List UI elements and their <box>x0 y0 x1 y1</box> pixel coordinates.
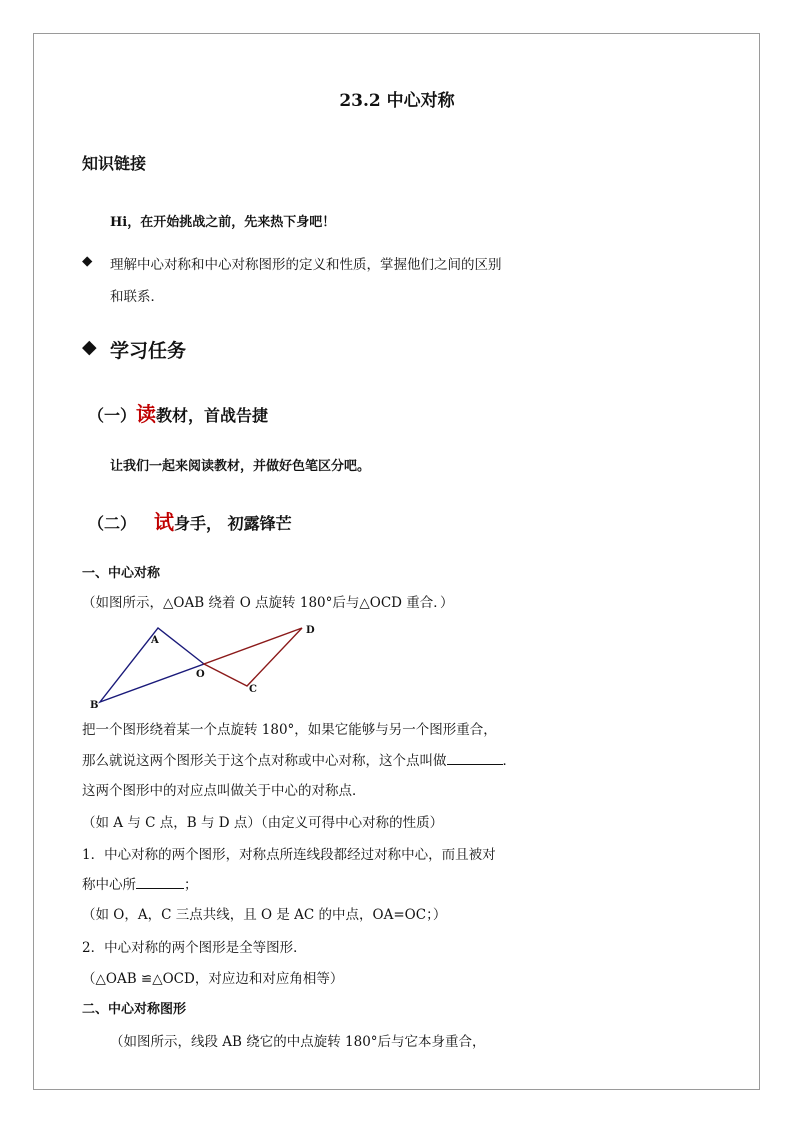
definition-line-2-text: 那么就说这两个图形关于这个点对称或中心对称，这个点叫做 <box>82 753 447 769</box>
part2-heading <box>88 506 292 535</box>
label-o: O <box>196 669 205 680</box>
part2-prefix: （二） <box>88 514 137 533</box>
knowledge-heading: 知识链接 <box>82 154 147 173</box>
property-2: 2．中心对称的两个图形是全等图形． <box>82 940 307 956</box>
property-1-line-2-end: ； <box>184 877 198 893</box>
part2-rest: 身手， 初露锋芒 <box>174 514 292 533</box>
figure-caption: （如图所示，△OAB 绕着 O 点旋转 180°后与△OCD 重合．） <box>82 595 454 611</box>
tasks-diamond-icon: ◆ <box>82 336 97 358</box>
bisect-blank[interactable] <box>136 874 184 889</box>
property-1-line-2 <box>82 873 198 893</box>
section1-heading: 一、中心对称 <box>82 566 161 581</box>
diamond-bullet-icon: ◆ <box>82 253 93 269</box>
part1-heading <box>88 398 268 427</box>
label-b: B <box>90 700 99 711</box>
part2-red-char: 试 <box>154 510 175 534</box>
part1-rest: 教材，首战告捷 <box>156 406 269 425</box>
property-1-line-2-text: 称中心所 <box>82 877 136 893</box>
label-c: C <box>249 684 257 695</box>
triangle-ocd <box>204 628 302 686</box>
section2-caption: （如图所示，线段 AB 绕它的中点旋转 180°后与它本身重合， <box>110 1034 486 1050</box>
example-3: （△OAB ≌△OCD，对应边和对应角相等） <box>82 971 344 987</box>
objective-line-2: 和联系． <box>110 289 164 305</box>
greeting-text: Hi，在开始挑战之前，先来热下身吧！ <box>110 215 336 230</box>
part1-prefix: （一） <box>88 406 137 425</box>
definition-line-3: 这两个图形中的对应点叫做关于中心的对称点． <box>82 783 366 799</box>
page-title: 23.2 中心对称 <box>339 91 455 111</box>
definition-line-1: 把一个图形绕着某一个点旋转 180°，如果它能够与另一个图形重合， <box>82 722 497 738</box>
definition-line-2 <box>82 749 516 769</box>
triangle-figure <box>80 618 330 718</box>
example-2: （如 O，A，C 三点共线，且 O 是 AC 的中点，OA=OC；） <box>82 907 447 923</box>
objective-line-1: 理解中心对称和中心对称图形的定义和性质，掌握他们之间的区别 <box>110 257 502 273</box>
part1-text: 让我们一起来阅读教材，并做好色笔区分吧。 <box>110 459 371 474</box>
center-blank[interactable] <box>447 750 503 765</box>
definition-line-2-end: ． <box>502 753 516 769</box>
property-1-line-1: 1．中心对称的两个图形，对称点所连线段都经过对称中心，而且被对 <box>82 847 496 863</box>
part1-red-char: 读 <box>136 402 157 426</box>
section2-heading: 二、中心对称图形 <box>82 1002 187 1017</box>
label-a: A <box>151 635 159 646</box>
tasks-heading: 学习任务 <box>110 340 187 362</box>
example-1: （如 A 与 C 点，B 与 D 点）（由定义可得中心对称的性质） <box>82 815 444 831</box>
label-d: D <box>306 625 315 636</box>
